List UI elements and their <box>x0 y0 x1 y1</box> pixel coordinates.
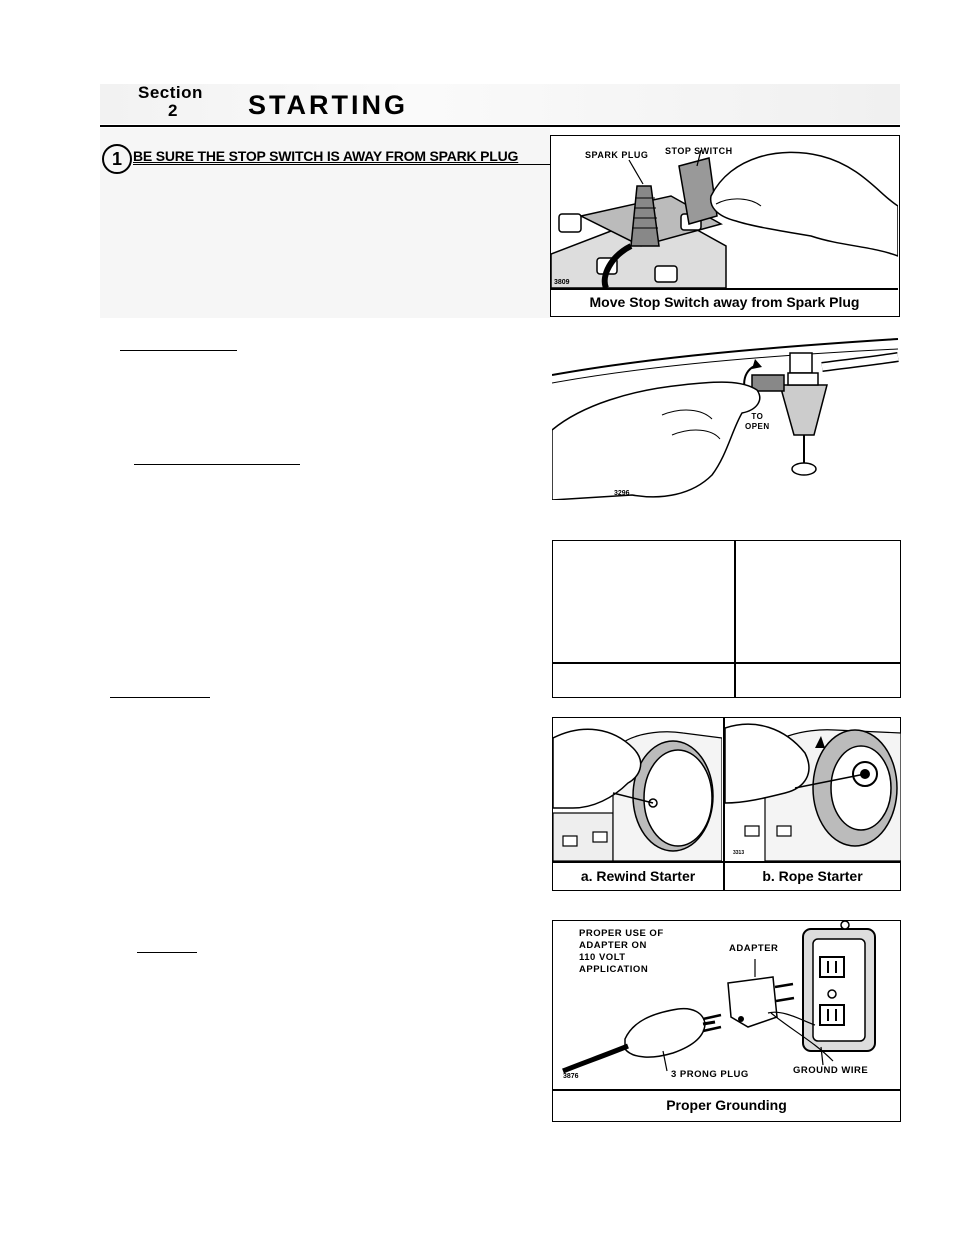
step-rule <box>133 164 550 165</box>
caption-rewind-starter: a. Rewind Starter <box>580 868 696 884</box>
heading-underline-4 <box>137 952 197 953</box>
header-rule <box>100 125 900 127</box>
figure-number: 3876 <box>563 1073 579 1080</box>
section-number: 2 <box>168 101 178 120</box>
section-label: Section <box>138 83 203 102</box>
rewind-starter-illustration <box>553 718 722 861</box>
caption-rule <box>553 1089 900 1091</box>
label-ground-wire: GROUND WIRE <box>793 1065 869 1076</box>
header-band <box>100 84 900 124</box>
caption-rule <box>551 288 898 290</box>
figure-number: 3809 <box>554 279 570 286</box>
figure-fuel-valve <box>552 335 900 500</box>
caption-rule <box>553 861 900 863</box>
table-row-divider <box>552 662 901 664</box>
heading-underline-1 <box>120 350 237 351</box>
caption-rope-starter: b. Rope Starter <box>762 868 863 884</box>
caption-proper-grounding: Proper Grounding <box>666 1097 787 1113</box>
figure-stop-switch <box>550 135 900 317</box>
table-column-divider <box>734 540 736 698</box>
step-number-badge: 1 <box>102 144 132 174</box>
rope-starter-illustration <box>725 718 901 861</box>
figure-number: 3313 <box>733 850 745 856</box>
label-stop-switch: STOP SWITCH <box>665 146 733 156</box>
caption-stop-switch: Move Stop Switch away from Spark Plug <box>589 294 860 310</box>
label-3-prong-plug: 3 PRONG PLUG <box>671 1069 749 1080</box>
step-heading: BE SURE THE STOP SWITCH IS AWAY FROM SPARK PLUG <box>133 148 519 164</box>
label-adapter: ADAPTER <box>729 943 779 954</box>
label-spark-plug: SPARK PLUG <box>585 150 649 160</box>
blank-table <box>552 540 901 698</box>
fuel-valve-illustration <box>552 335 900 500</box>
heading-underline-2 <box>134 464 300 465</box>
label-proper-use: PROPER USE OF ADAPTER ON 110 VOLT APPLICATION <box>579 928 664 975</box>
heading-underline-3 <box>110 697 210 698</box>
page-title: STARTING <box>248 90 408 120</box>
label-to-open: TO OPEN <box>745 412 770 431</box>
figure-number: 3296 <box>614 490 630 497</box>
figure-starters <box>552 717 901 891</box>
figure-grounding <box>552 920 901 1122</box>
